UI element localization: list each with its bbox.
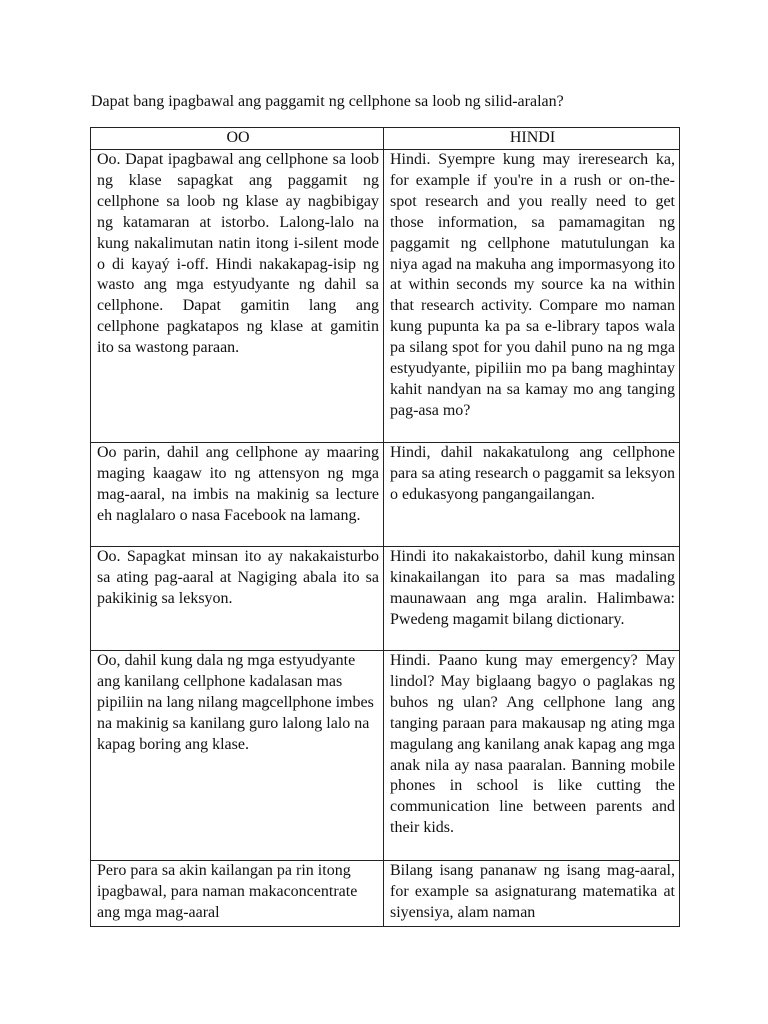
hindi-cell: Hindi. Paano kung may emergency? May lindol? May biglaang bagyo o paglakas ng buhos ng ulan? Ang cellphone lang ang tanging paraan para makausap ng ating mga magulang ang kanilang anak kapag ang mga anak nila ay nasa paaralan. Banning mobile phones in school is like cutting the communication line between parents and their kids. [384, 651, 680, 861]
question-title: Dapat bang ipagbawal ang paggamit ng cellphone sa loob ng silid-aralan? [91, 93, 564, 110]
debate-table [90, 127, 680, 927]
hindi-cell: Hindi. Syempre kung may ireresearch ka, for example if you're in a rush or on-the-spot research and you really need to get those information, sa pamamagitan ng paggamit ng cellphone matutulungan ka niya agad na makuha ang impormasyong ito at within seconds my source ka na within that research activity. Compare mo naman kung pupunta ka pa sa e-library tapos wala pa silang spot for you dahil puno na ng mga estyudyante, pipiliin mo pa bang maghintay kahit nandyan na sa kamay mo ang tanging pag-asa mo? [384, 150, 680, 443]
oo-cell: Oo. Dapat ipagbawal ang cellphone sa loob ng klase sapagkat ang paggamit ng cellphone sa loob ng klase ay nagbibigay ng katamaran at istorbo. Lalong-lalo na kung nakalimutan natin itong i-silent mode o di kayaý i-off. Hindi nakakapag-isip ng wasto ang mga estyudyante ng dahil sa cellphone. Dapat gamitin lang ang cellphone pagkatapos ng klase at gamitin ito sa wastong paraan. [91, 150, 384, 443]
oo-cell: Oo. Sapagkat minsan ito ay nakakaisturbo sa ating pag-aaral at Nagiging abala ito sa pakikinig sa leksyon. [91, 547, 384, 651]
hindi-cell: Hindi, dahil nakakatulong ang cellphone para sa ating research o paggamit sa leksyon o edukasyong pangangailangan. [384, 443, 680, 547]
table-row [91, 861, 680, 927]
header-row [91, 128, 680, 150]
hindi-cell: Bilang isang pananaw ng isang mag-aaral, for example sa asignaturang matematika at siyensiya, alam naman [384, 861, 680, 927]
header-oo: OO [91, 128, 384, 150]
table-row [91, 547, 680, 651]
oo-cell: Oo, dahil kung dala ng mga estyudyante ang kanilang cellphone kadalasan mas pipiliin na lang nilang magcellphone imbes na makinig sa kanilang guro lalong lalo na kapag boring ang klase. [91, 651, 384, 861]
table-row [91, 150, 680, 443]
hindi-cell: Hindi ito nakakaistorbo, dahil kung minsan kinakailangan ito para sa mas madaling maunawaan ang mga aralin. Halimbawa: Pwedeng magamit bilang dictionary. [384, 547, 680, 651]
oo-cell: Pero para sa akin kailangan pa rin itong ipagbawal, para naman makaconcentrate ang mga mag-aaral [91, 861, 384, 927]
header-hindi: HINDI [384, 128, 680, 150]
table-row [91, 443, 680, 547]
table-row [91, 651, 680, 861]
oo-cell: Oo parin, dahil ang cellphone ay maaring maging kaagaw ito ng attensyon ng mga mag-aaral, na imbis na makinig sa lecture eh naglalaro o nasa Facebook na lamang. [91, 443, 384, 547]
